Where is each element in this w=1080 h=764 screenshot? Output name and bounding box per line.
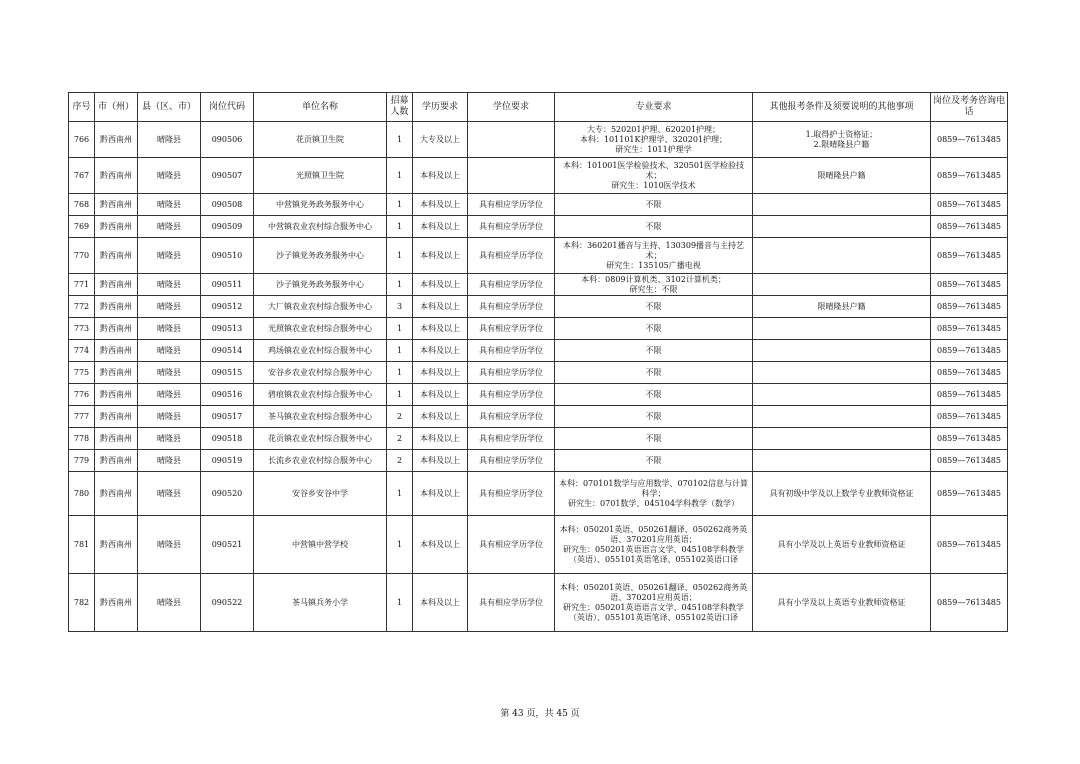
cell-city: 黔西南州 bbox=[95, 472, 138, 516]
cell-city: 黔西南州 bbox=[95, 574, 138, 632]
table-row bbox=[69, 274, 1008, 296]
cell-unit: 安谷乡农业农村综合服务中心 bbox=[254, 362, 387, 384]
header-col-edu: 学历要求 bbox=[413, 93, 468, 122]
cell-degree: 具有相应学历学位 bbox=[468, 274, 555, 296]
cell-code: 090512 bbox=[201, 296, 254, 318]
cell-code: 090514 bbox=[201, 340, 254, 362]
cell-other bbox=[753, 450, 931, 472]
cell-edu: 本科及以上 bbox=[413, 362, 468, 384]
cell-major: 不限 bbox=[555, 362, 753, 384]
cell-count: 1 bbox=[387, 122, 413, 158]
table-row bbox=[69, 296, 1008, 318]
cell-city: 黔西南州 bbox=[95, 450, 138, 472]
cell-other: 具有初级中学及以上数学专业教师资格证 bbox=[753, 472, 931, 516]
cell-unit: 沙子镇党务政务服务中心 bbox=[254, 274, 387, 296]
cell-phone: 0859—7613485 bbox=[931, 450, 1008, 472]
cell-degree: 具有相应学历学位 bbox=[468, 574, 555, 632]
cell-other: 限晴隆县户籍 bbox=[753, 158, 931, 194]
cell-seq: 781 bbox=[69, 516, 95, 574]
table-row bbox=[69, 574, 1008, 632]
cell-city: 黔西南州 bbox=[95, 340, 138, 362]
cell-major: 不限 bbox=[555, 194, 753, 216]
cell-count: 1 bbox=[387, 216, 413, 238]
cell-degree: 具有相应学历学位 bbox=[468, 384, 555, 406]
cell-phone: 0859—7613485 bbox=[931, 516, 1008, 574]
table-header-row bbox=[69, 93, 1008, 122]
cell-code: 090506 bbox=[201, 122, 254, 158]
header-col-other: 其他报考条件及须要说明的其他事项 bbox=[753, 93, 931, 122]
cell-major: 本科：101001医学检验技术、320501医学检验技术； 研究生：1010医学技术 bbox=[555, 158, 753, 194]
cell-city: 黔西南州 bbox=[95, 318, 138, 340]
cell-seq: 780 bbox=[69, 472, 95, 516]
table-row bbox=[69, 450, 1008, 472]
cell-count: 1 bbox=[387, 362, 413, 384]
cell-degree bbox=[468, 158, 555, 194]
header-col-unit: 单位名称 bbox=[254, 93, 387, 122]
cell-degree: 具有相应学历学位 bbox=[468, 340, 555, 362]
cell-count: 1 bbox=[387, 238, 413, 274]
cell-degree: 具有相应学历学位 bbox=[468, 238, 555, 274]
cell-county: 晴隆县 bbox=[138, 238, 201, 274]
cell-other bbox=[753, 238, 931, 274]
cell-degree: 具有相应学历学位 bbox=[468, 428, 555, 450]
cell-phone: 0859—7613485 bbox=[931, 194, 1008, 216]
cell-unit: 光照镇卫生院 bbox=[254, 158, 387, 194]
cell-degree bbox=[468, 122, 555, 158]
cell-edu: 本科及以上 bbox=[413, 472, 468, 516]
cell-major: 本科：0809计算机类、3102计算机类； 研究生：不限 bbox=[555, 274, 753, 296]
cell-other bbox=[753, 274, 931, 296]
cell-phone: 0859—7613485 bbox=[931, 406, 1008, 428]
cell-phone: 0859—7613485 bbox=[931, 274, 1008, 296]
table-row bbox=[69, 384, 1008, 406]
cell-count: 2 bbox=[387, 428, 413, 450]
cell-city: 黔西南州 bbox=[95, 238, 138, 274]
cell-unit: 光照镇农业农村综合服务中心 bbox=[254, 318, 387, 340]
header-col-city: 市（州） bbox=[95, 93, 138, 122]
cell-phone: 0859—7613485 bbox=[931, 238, 1008, 274]
cell-seq: 766 bbox=[69, 122, 95, 158]
cell-seq: 770 bbox=[69, 238, 95, 274]
cell-edu: 本科及以上 bbox=[413, 216, 468, 238]
cell-phone: 0859—7613485 bbox=[931, 362, 1008, 384]
cell-phone: 0859—7613485 bbox=[931, 340, 1008, 362]
table-body bbox=[69, 122, 1008, 632]
cell-major: 不限 bbox=[555, 318, 753, 340]
cell-county: 晴隆县 bbox=[138, 318, 201, 340]
header-col-code: 岗位代码 bbox=[201, 93, 254, 122]
cell-code: 090511 bbox=[201, 274, 254, 296]
cell-code: 090507 bbox=[201, 158, 254, 194]
cell-city: 黔西南州 bbox=[95, 216, 138, 238]
header-col-count: 招募人数 bbox=[387, 93, 413, 122]
cell-edu: 本科及以上 bbox=[413, 296, 468, 318]
cell-seq: 779 bbox=[69, 450, 95, 472]
table-row bbox=[69, 238, 1008, 274]
cell-major: 不限 bbox=[555, 406, 753, 428]
cell-unit: 鸡场镇农业农村综合服务中心 bbox=[254, 340, 387, 362]
cell-edu: 本科及以上 bbox=[413, 450, 468, 472]
cell-county: 晴隆县 bbox=[138, 274, 201, 296]
cell-edu: 本科及以上 bbox=[413, 238, 468, 274]
header-col-seq: 序号 bbox=[69, 93, 95, 122]
cell-other bbox=[753, 340, 931, 362]
cell-degree: 具有相应学历学位 bbox=[468, 318, 555, 340]
cell-county: 晴隆县 bbox=[138, 450, 201, 472]
cell-code: 090519 bbox=[201, 450, 254, 472]
cell-county: 晴隆县 bbox=[138, 362, 201, 384]
cell-degree: 具有相应学历学位 bbox=[468, 516, 555, 574]
cell-seq: 767 bbox=[69, 158, 95, 194]
cell-other: 具有小学及以上英语专业教师资格证 bbox=[753, 516, 931, 574]
cell-unit: 大厂镇农业农村综合服务中心 bbox=[254, 296, 387, 318]
header-col-county: 县（区、市） bbox=[138, 93, 201, 122]
table-row bbox=[69, 194, 1008, 216]
cell-city: 黔西南州 bbox=[95, 122, 138, 158]
cell-edu: 本科及以上 bbox=[413, 384, 468, 406]
cell-count: 2 bbox=[387, 406, 413, 428]
header-col-phone: 岗位及考务咨询电话 bbox=[931, 93, 1008, 122]
cell-edu: 本科及以上 bbox=[413, 194, 468, 216]
cell-unit: 中营镇农业农村综合服务中心 bbox=[254, 216, 387, 238]
cell-count: 1 bbox=[387, 472, 413, 516]
cell-unit: 茶马镇兵务小学 bbox=[254, 574, 387, 632]
cell-code: 090518 bbox=[201, 428, 254, 450]
cell-count: 1 bbox=[387, 574, 413, 632]
cell-count: 1 bbox=[387, 318, 413, 340]
page-footer: 第 43 页，共 45 页 bbox=[500, 709, 580, 719]
cell-seq: 772 bbox=[69, 296, 95, 318]
cell-edu: 本科及以上 bbox=[413, 340, 468, 362]
cell-county: 晴隆县 bbox=[138, 574, 201, 632]
cell-seq: 778 bbox=[69, 428, 95, 450]
cell-phone: 0859—7613485 bbox=[931, 384, 1008, 406]
cell-unit: 花贡镇农业农村综合服务中心 bbox=[254, 428, 387, 450]
header-col-degree: 学位要求 bbox=[468, 93, 555, 122]
cell-other: 限晴隆县户籍 bbox=[753, 296, 931, 318]
cell-code: 090509 bbox=[201, 216, 254, 238]
cell-edu: 本科及以上 bbox=[413, 318, 468, 340]
cell-other bbox=[753, 194, 931, 216]
cell-count: 1 bbox=[387, 194, 413, 216]
cell-other bbox=[753, 318, 931, 340]
cell-city: 黔西南州 bbox=[95, 384, 138, 406]
cell-code: 090516 bbox=[201, 384, 254, 406]
cell-seq: 771 bbox=[69, 274, 95, 296]
cell-code: 090515 bbox=[201, 362, 254, 384]
cell-county: 晴隆县 bbox=[138, 194, 201, 216]
cell-county: 晴隆县 bbox=[138, 122, 201, 158]
cell-degree: 具有相应学历学位 bbox=[468, 216, 555, 238]
header-col-major: 专业要求 bbox=[555, 93, 753, 122]
table-row bbox=[69, 406, 1008, 428]
cell-phone: 0859—7613485 bbox=[931, 158, 1008, 194]
cell-count: 1 bbox=[387, 384, 413, 406]
cell-edu: 大专及以上 bbox=[413, 122, 468, 158]
cell-unit: 中营镇党务政务服务中心 bbox=[254, 194, 387, 216]
cell-unit: 碧痕镇农业农村综合服务中心 bbox=[254, 384, 387, 406]
cell-city: 黔西南州 bbox=[95, 194, 138, 216]
cell-county: 晴隆县 bbox=[138, 472, 201, 516]
cell-major: 本科：360201播音与主持、130309播音与主持艺术； 研究生：135105广播电视 bbox=[555, 238, 753, 274]
cell-code: 090521 bbox=[201, 516, 254, 574]
cell-count: 1 bbox=[387, 274, 413, 296]
cell-phone: 0859—7613485 bbox=[931, 296, 1008, 318]
cell-major: 不限 bbox=[555, 296, 753, 318]
cell-other: 具有小学及以上英语专业教师资格证 bbox=[753, 574, 931, 632]
cell-edu: 本科及以上 bbox=[413, 574, 468, 632]
cell-phone: 0859—7613485 bbox=[931, 318, 1008, 340]
cell-other bbox=[753, 384, 931, 406]
cell-county: 晴隆县 bbox=[138, 406, 201, 428]
cell-other bbox=[753, 406, 931, 428]
cell-county: 晴隆县 bbox=[138, 340, 201, 362]
cell-unit: 长流乡农业农村综合服务中心 bbox=[254, 450, 387, 472]
table-row bbox=[69, 216, 1008, 238]
cell-code: 090522 bbox=[201, 574, 254, 632]
cell-degree: 具有相应学历学位 bbox=[468, 450, 555, 472]
cell-seq: 777 bbox=[69, 406, 95, 428]
cell-seq: 776 bbox=[69, 384, 95, 406]
cell-seq: 768 bbox=[69, 194, 95, 216]
cell-seq: 774 bbox=[69, 340, 95, 362]
table-row bbox=[69, 472, 1008, 516]
cell-unit: 沙子镇党务政务服务中心 bbox=[254, 238, 387, 274]
cell-count: 1 bbox=[387, 158, 413, 194]
cell-major: 本科：050201英语、050261翻译、050262商务英语、370201应用英语； 研究生：050201英语语言文学、045108学科教学（英语）、055101英语笔译、055102英语口译 bbox=[555, 516, 753, 574]
cell-unit: 花贡镇卫生院 bbox=[254, 122, 387, 158]
table-row bbox=[69, 158, 1008, 194]
cell-count: 1 bbox=[387, 516, 413, 574]
cell-major: 不限 bbox=[555, 340, 753, 362]
cell-other bbox=[753, 362, 931, 384]
cell-code: 090508 bbox=[201, 194, 254, 216]
cell-county: 晴隆县 bbox=[138, 296, 201, 318]
cell-code: 090517 bbox=[201, 406, 254, 428]
cell-city: 黔西南州 bbox=[95, 296, 138, 318]
cell-degree: 具有相应学历学位 bbox=[468, 406, 555, 428]
cell-major: 本科：070101数学与应用数学、070102信息与计算科学； 研究生：0701数学、045104学科教学（数学） bbox=[555, 472, 753, 516]
cell-major: 大专：520201护理、620201护理； 本科：101101K护理学、320201护理； 研究生：1011护理学 bbox=[555, 122, 753, 158]
cell-seq: 782 bbox=[69, 574, 95, 632]
cell-seq: 775 bbox=[69, 362, 95, 384]
cell-city: 黔西南州 bbox=[95, 516, 138, 574]
cell-city: 黔西南州 bbox=[95, 362, 138, 384]
table-row bbox=[69, 362, 1008, 384]
recruitment-table bbox=[68, 92, 1008, 632]
cell-city: 黔西南州 bbox=[95, 274, 138, 296]
cell-seq: 769 bbox=[69, 216, 95, 238]
cell-code: 090520 bbox=[201, 472, 254, 516]
cell-major: 本科：050201英语、050261翻译、050262商务英语、370201应用英语； 研究生：050201英语语言文学、045108学科教学（英语）、055101英语笔译、055102英语口译 bbox=[555, 574, 753, 632]
cell-edu: 本科及以上 bbox=[413, 158, 468, 194]
cell-major: 不限 bbox=[555, 450, 753, 472]
table-row bbox=[69, 340, 1008, 362]
table-row bbox=[69, 318, 1008, 340]
cell-count: 1 bbox=[387, 340, 413, 362]
cell-major: 不限 bbox=[555, 428, 753, 450]
cell-phone: 0859—7613485 bbox=[931, 428, 1008, 450]
cell-county: 晴隆县 bbox=[138, 158, 201, 194]
cell-major: 不限 bbox=[555, 384, 753, 406]
cell-city: 黔西南州 bbox=[95, 428, 138, 450]
cell-county: 晴隆县 bbox=[138, 384, 201, 406]
cell-county: 晴隆县 bbox=[138, 516, 201, 574]
cell-county: 晴隆县 bbox=[138, 216, 201, 238]
cell-city: 黔西南州 bbox=[95, 406, 138, 428]
table-row bbox=[69, 516, 1008, 574]
table-row bbox=[69, 428, 1008, 450]
cell-unit: 中营镇中营学校 bbox=[254, 516, 387, 574]
table-row bbox=[69, 122, 1008, 158]
cell-count: 3 bbox=[387, 296, 413, 318]
cell-degree: 具有相应学历学位 bbox=[468, 194, 555, 216]
cell-degree: 具有相应学历学位 bbox=[468, 296, 555, 318]
cell-degree: 具有相应学历学位 bbox=[468, 362, 555, 384]
cell-phone: 0859—7613485 bbox=[931, 472, 1008, 516]
cell-phone: 0859—7613485 bbox=[931, 122, 1008, 158]
cell-degree: 具有相应学历学位 bbox=[468, 472, 555, 516]
cell-code: 090513 bbox=[201, 318, 254, 340]
cell-code: 090510 bbox=[201, 238, 254, 274]
cell-other bbox=[753, 428, 931, 450]
cell-other bbox=[753, 216, 931, 238]
cell-phone: 0859—7613485 bbox=[931, 216, 1008, 238]
cell-county: 晴隆县 bbox=[138, 428, 201, 450]
cell-edu: 本科及以上 bbox=[413, 406, 468, 428]
cell-major: 不限 bbox=[555, 216, 753, 238]
cell-unit: 安谷乡安谷中学 bbox=[254, 472, 387, 516]
cell-unit: 茶马镇农业农村综合服务中心 bbox=[254, 406, 387, 428]
cell-edu: 本科及以上 bbox=[413, 516, 468, 574]
cell-seq: 773 bbox=[69, 318, 95, 340]
cell-city: 黔西南州 bbox=[95, 158, 138, 194]
cell-edu: 本科及以上 bbox=[413, 274, 468, 296]
cell-phone: 0859—7613485 bbox=[931, 574, 1008, 632]
cell-edu: 本科及以上 bbox=[413, 428, 468, 450]
cell-other: 1.取得护士资格证； 2.限晴隆县户籍 bbox=[753, 122, 931, 158]
cell-count: 2 bbox=[387, 450, 413, 472]
